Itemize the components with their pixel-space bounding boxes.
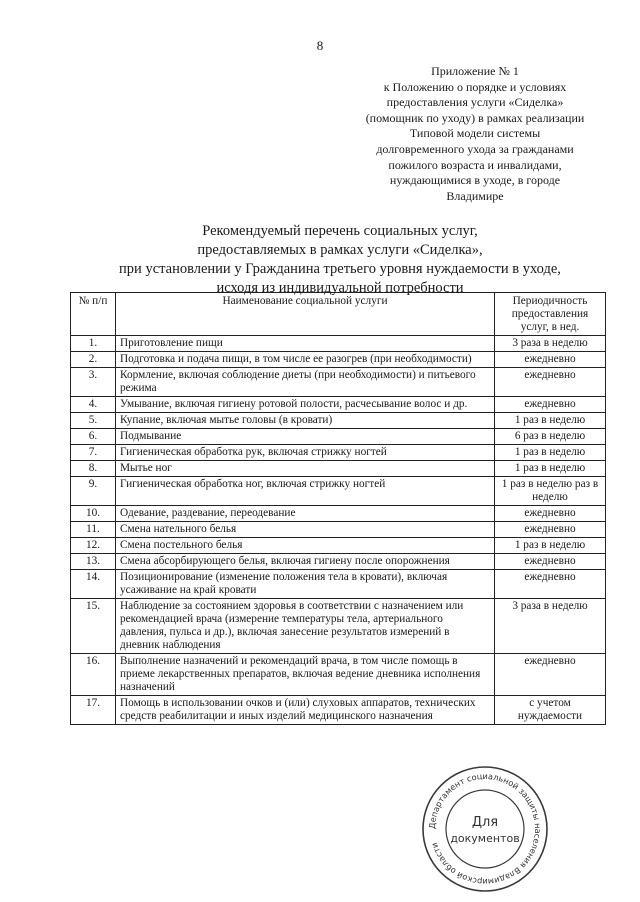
appendix-line: (помощник по уходу) в рамках реализации — [365, 110, 585, 125]
table-row — [71, 654, 606, 696]
row-service: Гигиеническая обработка рук, включая стрижку ногтей — [116, 445, 495, 461]
table-row — [71, 538, 606, 554]
row-num: 10. — [71, 506, 116, 522]
row-num: 6. — [71, 429, 116, 445]
row-num: 12. — [71, 538, 116, 554]
table-row — [71, 445, 606, 461]
stamp-center-line-2: документов — [450, 832, 520, 845]
title-line: предоставляемых в рамках услуги «Сиделка», — [197, 242, 483, 258]
appendix-line: предоставления услуги «Сиделка» — [386, 95, 564, 110]
row-service: Смена нательного белья — [116, 522, 495, 538]
row-period: ежедневно — [495, 352, 606, 368]
table-row — [71, 570, 606, 599]
appendix-line: Приложение № 1 — [431, 64, 519, 78]
row-period: 6 раз в неделю — [495, 429, 606, 445]
table-row — [71, 352, 606, 368]
row-period: ежедневно — [495, 368, 606, 397]
table-header-row — [71, 293, 606, 336]
appendix-line: долговременного ухода за гражданами — [376, 141, 574, 156]
header-num: № п/п — [71, 293, 116, 336]
row-period: ежедневно — [495, 654, 606, 696]
row-period: 1 раз в неделю — [495, 413, 606, 429]
row-period: ежедневно — [495, 522, 606, 538]
title-line: исходя из индивидуальной потребности — [216, 280, 464, 296]
row-period: ежедневно — [495, 397, 606, 413]
table-row — [71, 336, 606, 352]
row-service: Кормление, включая соблюдение диеты (при необходимости) и питьевого режима — [116, 368, 495, 397]
table-row — [71, 506, 606, 522]
header-period: Периодичность предоставления услуг, в нед. — [495, 293, 606, 336]
row-num: 14. — [71, 570, 116, 599]
row-period: ежедневно — [495, 506, 606, 522]
table-row — [71, 429, 606, 445]
row-period: 1 раз в неделю раз в неделю — [495, 477, 606, 506]
row-service: Подмывание — [116, 429, 495, 445]
appendix-block — [340, 64, 610, 204]
row-period: 1 раз в неделю — [495, 445, 606, 461]
appendix-line: Типовой модели системы — [409, 126, 541, 141]
table-row — [71, 696, 606, 725]
services-table — [70, 292, 606, 725]
row-num: 3. — [71, 368, 116, 397]
row-period: ежедневно — [495, 554, 606, 570]
title-line: Рекомендуемый перечень социальных услуг, — [202, 223, 478, 239]
page-number: 8 — [316, 38, 324, 53]
appendix-line: пожилого возраста и инвалидами, — [388, 157, 562, 172]
header-name: Наименование социальной услуги — [116, 293, 495, 336]
round-stamp — [420, 764, 550, 894]
row-service: Купание, включая мытье головы (в кровати) — [116, 413, 495, 429]
row-num: 15. — [71, 599, 116, 654]
stamp-ring-text: Департамент социальной защиты населения Владимирской области — [426, 770, 544, 888]
row-period: 3 раза в неделю — [495, 599, 606, 654]
row-service: Позиционирование (изменение положения тела в кровати), включая усаживание на край кровати — [116, 570, 495, 599]
table-row — [71, 461, 606, 477]
row-num: 4. — [71, 397, 116, 413]
row-num: 16. — [71, 654, 116, 696]
row-num: 2. — [71, 352, 116, 368]
row-period: 3 раза в неделю — [495, 336, 606, 352]
row-num: 17. — [71, 696, 116, 725]
row-num: 9. — [71, 477, 116, 506]
row-num: 5. — [71, 413, 116, 429]
table-row — [71, 599, 606, 654]
row-num: 8. — [71, 461, 116, 477]
row-period: ежедневно — [495, 570, 606, 599]
table-row — [71, 477, 606, 506]
row-period: 1 раз в неделю — [495, 538, 606, 554]
table-row — [71, 413, 606, 429]
appendix-line: нуждающимися в уходе, в городе — [389, 173, 561, 188]
row-service: Приготовление пищи — [116, 336, 495, 352]
table-row — [71, 554, 606, 570]
row-num: 7. — [71, 445, 116, 461]
row-service: Гигиеническая обработка ног, включая стрижку ногтей — [116, 477, 495, 506]
row-service: Помощь в использовании очков и (или) слуховых аппаратов, технических средств реабилитации и иных изделий медицинского назначения — [116, 696, 495, 725]
row-service: Мытье ног — [116, 461, 495, 477]
table-row — [71, 522, 606, 538]
appendix-line: к Положению о порядке и условиях — [383, 79, 567, 94]
appendix-line: Владимире — [446, 188, 504, 203]
row-service: Наблюдение за состоянием здоровья в соответствии с назначением или рекомендацией врача (измерение температуры тела, артериального давления, пульса и др.), включая занесение результатов измерений в дневник наблюдения — [116, 599, 495, 654]
row-num: 11. — [71, 522, 116, 538]
row-period: 1 раз в неделю — [495, 461, 606, 477]
row-service: Выполнение назначений и рекомендаций врача, в том числе помощь в приеме лекарственных препаратов, включая ведение дневника исполнения назначений — [116, 654, 495, 696]
row-service: Смена постельного белья — [116, 538, 495, 554]
row-service: Умывание, включая гигиену ротовой полости, расчесывание волос и др. — [116, 397, 495, 413]
row-service: Одевание, раздевание, переодевание — [116, 506, 495, 522]
row-service: Смена абсорбирующего белья, включая гигиену после опорожнения — [116, 554, 495, 570]
table-row — [71, 368, 606, 397]
row-period: с учетом нуждаемости — [495, 696, 606, 725]
row-num: 13. — [71, 554, 116, 570]
title-line: при установлении у Гражданина третьего уровня нуждаемости в уходе, — [119, 261, 561, 277]
stamp-center-line-1: Для — [471, 815, 499, 830]
row-num: 1. — [71, 336, 116, 352]
row-service: Подготовка и подача пищи, в том числе ее разогрев (при необходимости) — [116, 352, 495, 368]
document-title — [60, 222, 620, 298]
table-row — [71, 397, 606, 413]
